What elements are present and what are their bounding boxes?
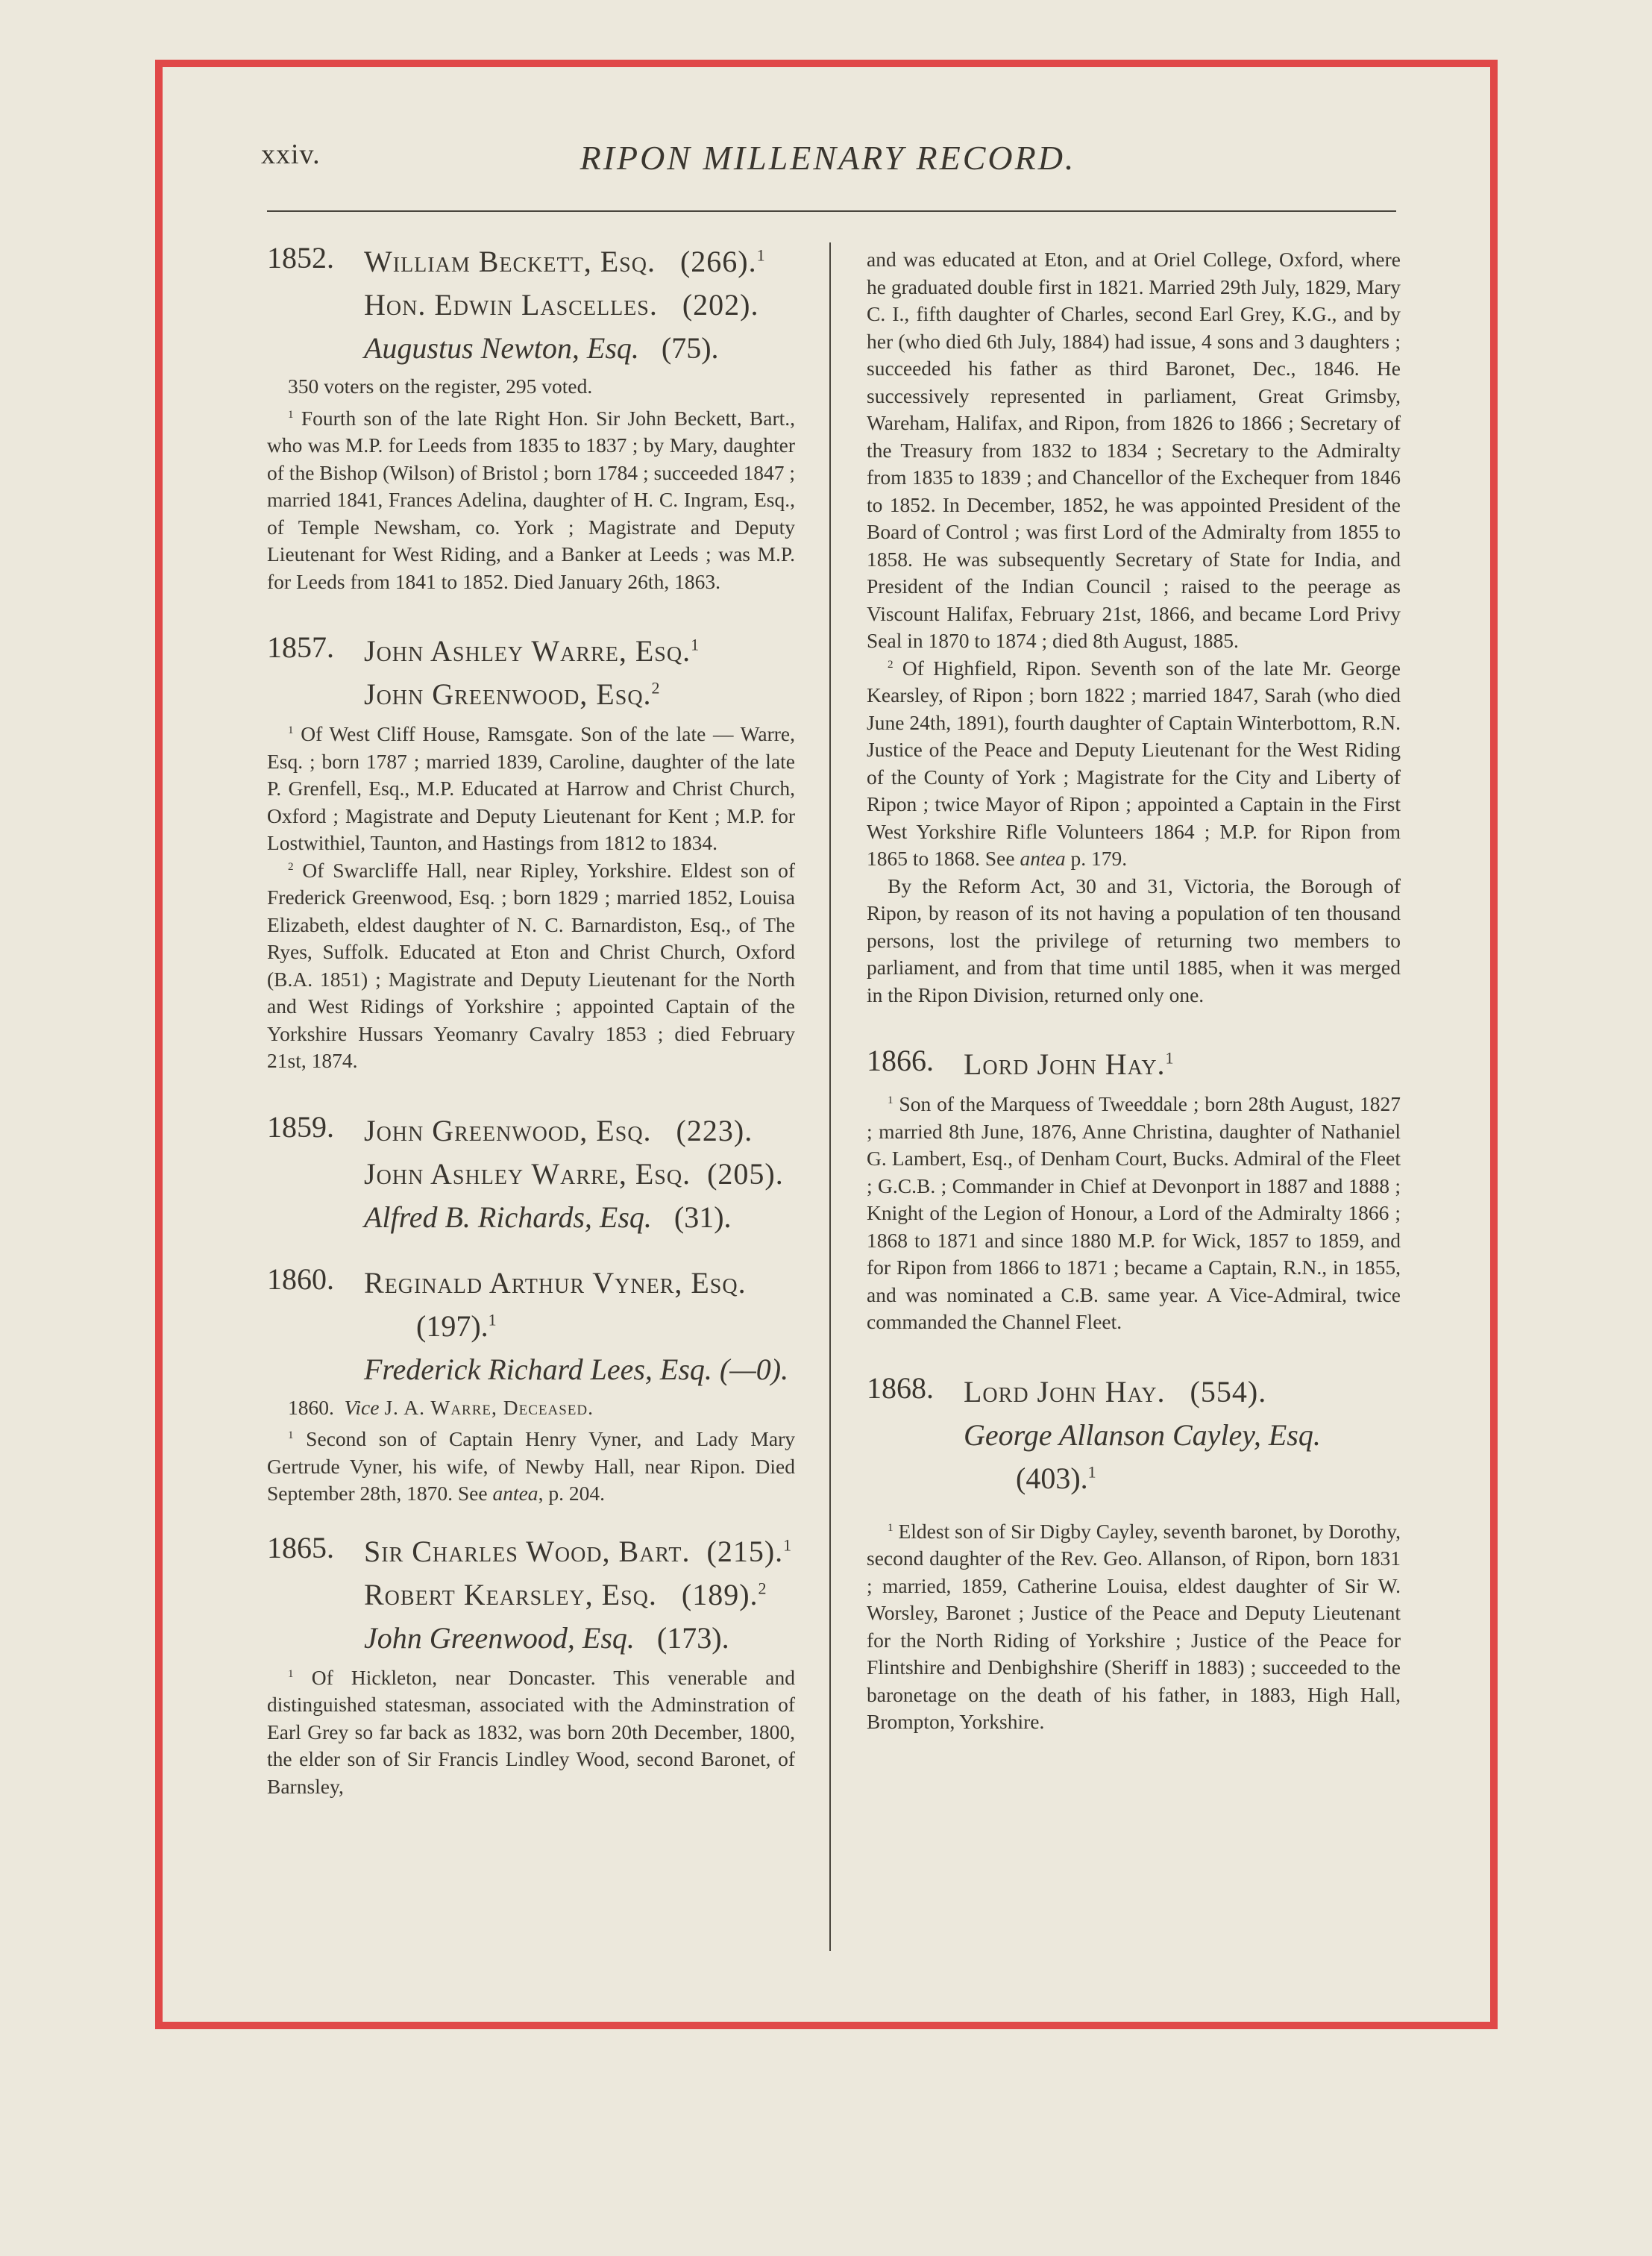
page-number: xxiv. — [261, 139, 321, 170]
vice-note: 1860. Vice J. A. Warre, Deceased. — [288, 1395, 594, 1419]
header-rule — [267, 210, 1396, 212]
left-column — [267, 240, 795, 1800]
candidate-line: John Greenwood, Esq. (173). — [364, 1620, 729, 1655]
election-year: 1860. — [267, 1262, 334, 1296]
election-1860 — [267, 1262, 795, 1508]
footnote: $^1$ Of West Cliff House, Ramsgate. Son of the late — Warre, Esq. ; born 1787 ; married 1839, Caroline, daughter of the late P. Grenfell, Esq., M.P. Educated at Harrow and Christ Church, Oxford ; Magistrate and Deputy Lieutenant for Kent ; M.P. for Lostwithiel, Taunton, and Hastings from 1812 to 1834. — [267, 722, 795, 854]
candidate-line: Frederick Richard Lees, Esq. (—0). — [364, 1352, 789, 1386]
election-year: 1865. — [267, 1530, 334, 1564]
column-divider — [829, 242, 831, 1951]
candidate-line: Hon. Edwin Lascelles. (202). — [364, 288, 759, 322]
footnote: $^2$ Of Swarcliffe Hall, near Ripley, Yorkshire. Eldest son of Frederick Greenwood, Esq. ; born 1829 ; married 1852, Louisa Elizabeth, eldest daughter of N. C. Barnardiston, Esq., of The Ryes, Suffolk. Educated at Eton and Christ Church, Oxford (B.A. 1851) ; Magistrate and Deputy Lieutenant for the North and West Ridings of Yorkshire ; appointed Captain of the Yorkshire Hussars Yeomanry Cavalry 1853 ; died February 21st, 1874. — [267, 858, 795, 1072]
footnote: $^1$ Second son of Captain Henry Vyner, and Lady Mary Gertrude Vyner, his wife, of Newby Hall, near Ripon. Died September 28th, 1870. See antea, p. 204. — [267, 1427, 796, 1505]
voter-count: 350 voters on the register, 295 voted. — [288, 375, 593, 398]
reform-act-paragraph: By the Reform Act, 30 and 31, Victoria, the Borough of Ripon, by reason of its not having a population of ten thousand persons, lost the privilege of returning two members to parliament, and from that time until 1885, when it was merged in the Ripon Division, returned only one. — [867, 874, 1401, 1006]
candidate-line: John Ashley Warre, Esq. (205). — [364, 1156, 784, 1191]
election-year: 1866. — [867, 1044, 934, 1077]
election-year: 1868. — [867, 1370, 934, 1405]
candidate-line: Robert Kearsley, Esq. (189).$^2$ — [364, 1577, 767, 1611]
candidate-line: Sir Charles Wood, Bart. (215).$^1$ — [364, 1534, 793, 1568]
running-title: RIPON MILLENARY RECORD. — [580, 139, 1076, 177]
page-header — [261, 138, 1395, 183]
election-1865 — [267, 1530, 795, 1801]
candidate-line: Augustus Newton, Esq. (75). — [364, 331, 719, 365]
candidate-line: John Greenwood, Esq.$^2$ — [364, 677, 661, 711]
candidate-votes: (403).$^1$ — [1016, 1461, 1096, 1495]
candidate-line: Lord John Hay.$^1$ — [964, 1047, 1175, 1081]
candidate-line: John Ashley Warre, Esq.$^1$ — [364, 634, 700, 668]
footnote: $^2$ Of Highfield, Ripon. Seventh son of the late Mr. George Kearsley, of Ripon ; born 1822 ; married 1847, Sarah (who died June 24th, 1891), fourth daughter of Captain Winterbottom, R.N. Justice of the Peace and Deputy Lieutenant for the West Riding of the County of York ; Magistrate for the City and Liberty of Ripon ; twice Mayor of Ripon ; appointed a Captain in the First West Yorkshire Rifle Volunteers 1864 ; M.P. for Ripon from 1865 to 1868. See antea p. 179. — [867, 656, 1401, 870]
footnote: $^1$ Of Hickleton, near Doncaster. This venerable and distinguished statesman, associated with the Adminstration of Earl Grey so far back as 1832, was born 20th December, 1800, the elder son of Sir Francis Lindley Wood, second Baronet, of Barnsley, — [267, 1665, 795, 1798]
candidate-votes: (197).$^1$ — [416, 1309, 497, 1343]
election-1857 — [267, 630, 795, 1075]
election-1859 — [267, 1109, 795, 1239]
footnote-continuation: and was educated at Eton, and at Oriel College, Oxford, where he graduated double first in 1821. Married 29th July, 1829, Mary C. I., fifth daughter of Charles, second Earl Grey, K.G., and by her (who died 6th July, 1884) had issue, 4 sons and 3 daughters ; succeeded his father as third Baronet, Dec., 1846. He successively represented in parliament, Great Grimsby, Wareham, Halifax, and Ripon, from 1826 to 1866 ; Secretary of the Treasury from 1832 to 1834 ; Secretary to the Admiralty from 1835 to 1839 ; and Chancellor of the Exchequer from 1846 to 1852. In December, 1852, he was appointed President of the Board of Control ; was first Lord of the Admiralty from 1855 to 1858. He was subsequently Secretary of State for India, and President of the Indian Council ; raised to the peerage as Viscount Halifax, February 21st, 1866, and became Lord Privy Seal in 1870 to 1874 ; died 8th August, 1885. — [867, 248, 1401, 652]
candidate-line: Reginald Arthur Vyner, Esq. — [364, 1265, 747, 1300]
election-1868 — [867, 1370, 1401, 1736]
election-1852 — [267, 240, 795, 595]
candidate-line: William Beckett, Esq. (266).$^1$ — [364, 245, 766, 278]
candidate-line: George Allanson Cayley, Esq. — [964, 1417, 1321, 1452]
election-year: 1859. — [267, 1109, 334, 1144]
election-year: 1857. — [267, 630, 334, 664]
footnote: $^1$ Eldest son of Sir Digby Cayley, seventh baronet, by Dorothy, second daughter of the Rev. Geo. Allanson, of Ripon, born 1831 ; married, 1859, Catherine Louisa, eldest daughter of Sir W. Worsley, Baronet ; Justice of the Peace and Deputy Lieutenant for the North Riding of Yorkshire ; Justice of the Peace for Flintshire and Denbighshire (Sheriff in 1883) ; succeeded to the baronetage on the death of his father, in 1883, High Hall, Brompton, Yorkshire. — [867, 1519, 1401, 1733]
footnote: $^1$ Son of the Marquess of Tweeddale ; born 28th August, 1827 ; married 8th June, 1876, Anne Christina, daughter of Nathaniel G. Lambert, Esq., of Denham Court, Bucks. Admiral of the Fleet ; G.C.B. ; Commander in Chief at Devonport in 1887 and 1888 ; Knight of the Legion of Honour, a Lord of the Admiralty 1866 ; 1868 to 1871 and since 1880 M.P. for Wick, 1857 to 1859, and for Ripon from 1866 to 1871 ; became a Captain, R.N., in 1855, and was nominated a C.B. same year. A Vice-Admiral, twice commanded the Channel Fleet. — [867, 1092, 1401, 1333]
election-1866 — [867, 1043, 1401, 1336]
candidate-line: Alfred B. Richards, Esq. (31). — [364, 1200, 732, 1234]
election-year: 1852. — [267, 241, 334, 275]
candidate-line: John Greenwood, Esq. (223). — [364, 1113, 753, 1147]
right-column — [867, 240, 1401, 1736]
footnote: $^1$ Fourth son of the late Right Hon. Sir John Beckett, Bart., who was M.P. for Leeds from 1835 to 1837 ; by Mary, daughter of the Bishop (Wilson) of Bristol ; born 1784 ; succeeded 1847 ; married 1841, Frances Adelina, daughter of H. C. Ingram, Esq., of Temple Newsham, co. York ; Magistrate and Deputy Lieutenant for West Riding, and a Banker at Leeds ; was M.P. for Leeds from 1841 to 1852. Died January 26th, 1863. — [267, 406, 796, 593]
candidate-line: Lord John Hay. (554). — [964, 1374, 1267, 1409]
